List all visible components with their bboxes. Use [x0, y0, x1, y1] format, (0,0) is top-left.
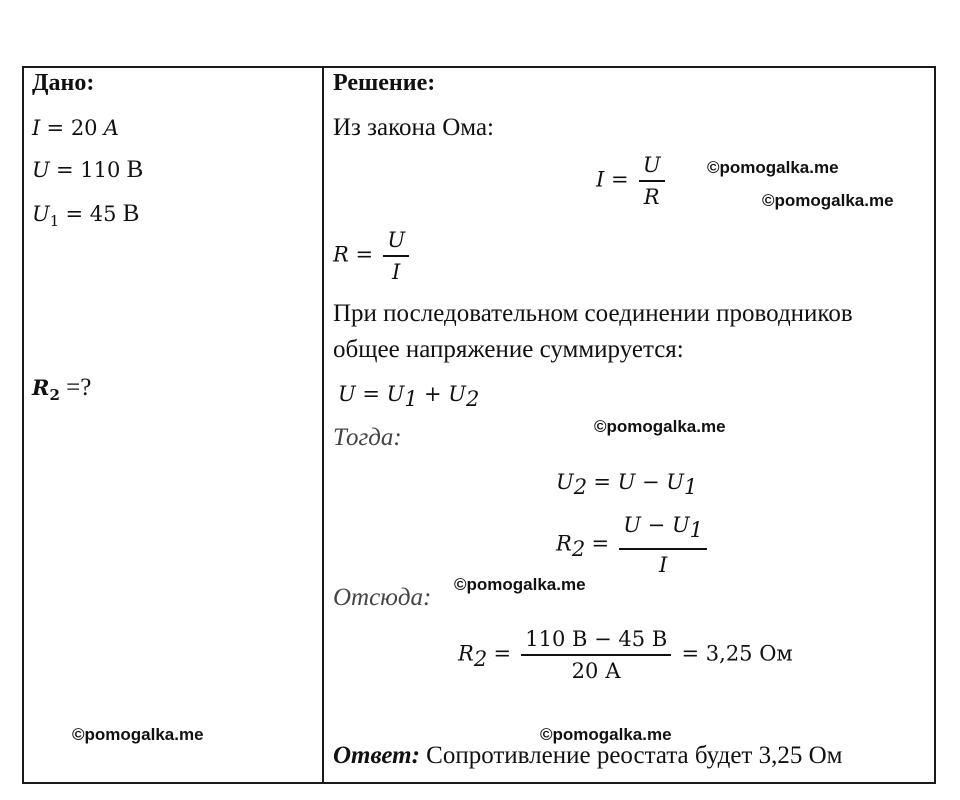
answer-label: Ответ:	[333, 742, 420, 769]
series-text-line-2: общее напряжение суммируется:	[333, 336, 684, 363]
watermark: ©pomogalka.me	[594, 417, 726, 436]
watermark: ©pomogalka.me	[72, 725, 204, 744]
watermark: ©pomogalka.me	[707, 158, 839, 177]
hence-label: Отсюда:	[333, 584, 432, 611]
given-voltage: U = 110 В	[32, 156, 144, 183]
given-voltage-1: $U_1 = 45$ В	[32, 200, 140, 230]
given-current: I = 20 A	[32, 116, 119, 140]
answer-text: Сопротивление реостата будет 3,25 Ом	[426, 742, 843, 769]
equation-sum: $U = U_1 + U_2$	[338, 382, 480, 411]
watermark: ©pomogalka.me	[540, 725, 672, 744]
watermark: ©pomogalka.me	[454, 575, 586, 594]
watermark: ©pomogalka.me	[762, 191, 894, 210]
equation-u2: $U_2 = U - U_1$	[556, 470, 698, 499]
equation-ohm: I = $\frac{U}{R}$	[596, 150, 669, 212]
then-label: Тогда:	[333, 424, 402, 451]
find-resistance: $R_2$ =?	[32, 374, 92, 404]
given-heading: Дано:	[32, 70, 95, 96]
equation-resistance: R = $\frac{U}{I}$	[333, 225, 413, 287]
solution-heading: Решение:	[333, 70, 436, 96]
equation-r2-formula: $R_2$ = $\frac{U - U_1}{I}$	[556, 510, 711, 580]
equation-r2-result: $R_2$ = $\frac{110 В - 45 В}{20 А}$ = 3,25 Ом	[458, 624, 793, 686]
answer-line	[333, 742, 842, 770]
series-text-line-1: При последовательном соединении проводников	[333, 300, 853, 327]
column-divider	[322, 68, 324, 782]
ohm-law-intro: Из закона Ома:	[333, 114, 494, 141]
